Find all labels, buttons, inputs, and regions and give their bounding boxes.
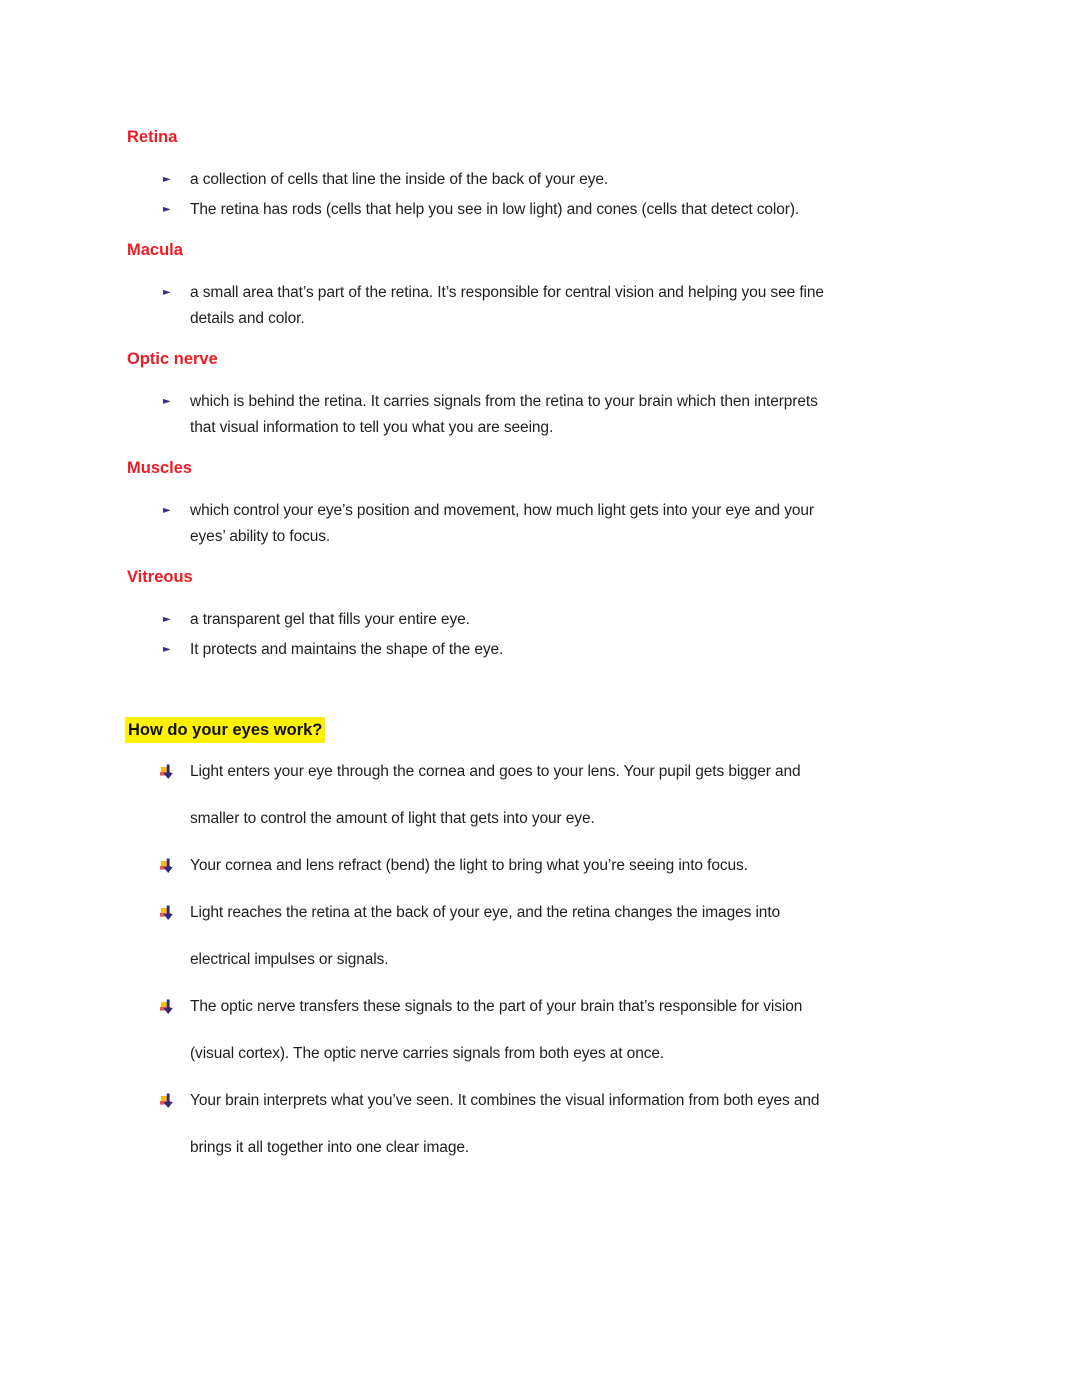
bullet-item [163,167,940,193]
bullet-item [163,197,940,223]
vitreous-bullet-list [127,607,940,663]
bullet-text: details and color. [190,310,305,327]
section-heading-muscles: Muscles [127,459,193,477]
right-pointer-icon: ► [163,644,171,655]
bullet-item [163,280,940,332]
section-heading-vitreous: Vitreous [127,568,193,586]
bullet-text: a small area that’s part of the retina. It’s responsible for central vision and helping you see fine [190,284,824,301]
section-heading-how-eyes-work [125,717,940,743]
bullet-text: which control your eye’s position and movement, how much light gets into your eye and your [190,502,814,519]
optic-nerve-bullet-list [127,389,940,441]
right-pointer-icon: ► [163,396,171,407]
bullet-item [163,607,940,633]
right-pointer-icon: ► [163,174,171,185]
section-heading-retina: Retina [127,128,178,146]
step-item [190,983,940,1077]
bullet-text: a transparent gel that fills your entire eye. [190,611,470,628]
down-arrow-icon [160,764,176,780]
bullet-text: It protects and maintains the shape of the eye. [190,641,504,658]
step-item [190,889,940,983]
bullet-item [163,389,940,441]
step-text: electrical impulses or signals. [190,951,389,968]
step-text: The optic nerve transfers these signals to the part of your brain that’s responsible for vision [190,998,803,1015]
step-text: smaller to control the amount of light that gets into your eye. [190,810,595,827]
down-arrow-icon [160,1093,176,1109]
bullet-item [163,498,940,550]
down-arrow-icon [160,905,176,921]
how-eyes-work-list [127,748,940,1171]
retina-bullet-list [127,167,940,223]
step-item [190,748,940,842]
bullet-text: The retina has rods (cells that help you see in low light) and cones (cells that detect color). [190,201,800,218]
right-pointer-icon: ► [163,505,171,516]
bullet-text: that visual information to tell you what you are seeing. [190,419,554,436]
step-text: brings it all together into one clear image. [190,1139,470,1156]
step-item [190,842,940,889]
macula-bullet-list [127,280,940,332]
bullet-text: a collection of cells that line the inside of the back of your eye. [190,171,609,188]
muscles-bullet-list [127,498,940,550]
step-item [190,1077,940,1171]
bullet-text: which is behind the retina. It carries signals from the retina to your brain which then interprets [190,393,818,410]
section-heading-macula: Macula [127,241,183,259]
bullet-item [163,637,940,663]
bullet-text: eyes’ ability to focus. [190,528,331,545]
down-arrow-icon [160,999,176,1015]
highlighted-heading-text: How do your eyes work? [125,717,325,743]
down-arrow-icon [160,858,176,874]
right-pointer-icon: ► [163,287,171,298]
step-text: Your cornea and lens refract (bend) the light to bring what you’re seeing into focus. [190,857,748,874]
step-text: Your brain interprets what you’ve seen. It combines the visual information from both eyes and [190,1092,820,1109]
step-text: Light reaches the retina at the back of your eye, and the retina changes the images into [190,904,781,921]
step-text: (visual cortex). The optic nerve carries signals from both eyes at once. [190,1045,665,1062]
step-text: Light enters your eye through the cornea and goes to your lens. Your pupil gets bigger and [190,763,801,780]
right-pointer-icon: ► [163,204,171,215]
right-pointer-icon: ► [163,614,171,625]
section-heading-optic-nerve: Optic nerve [127,350,218,368]
